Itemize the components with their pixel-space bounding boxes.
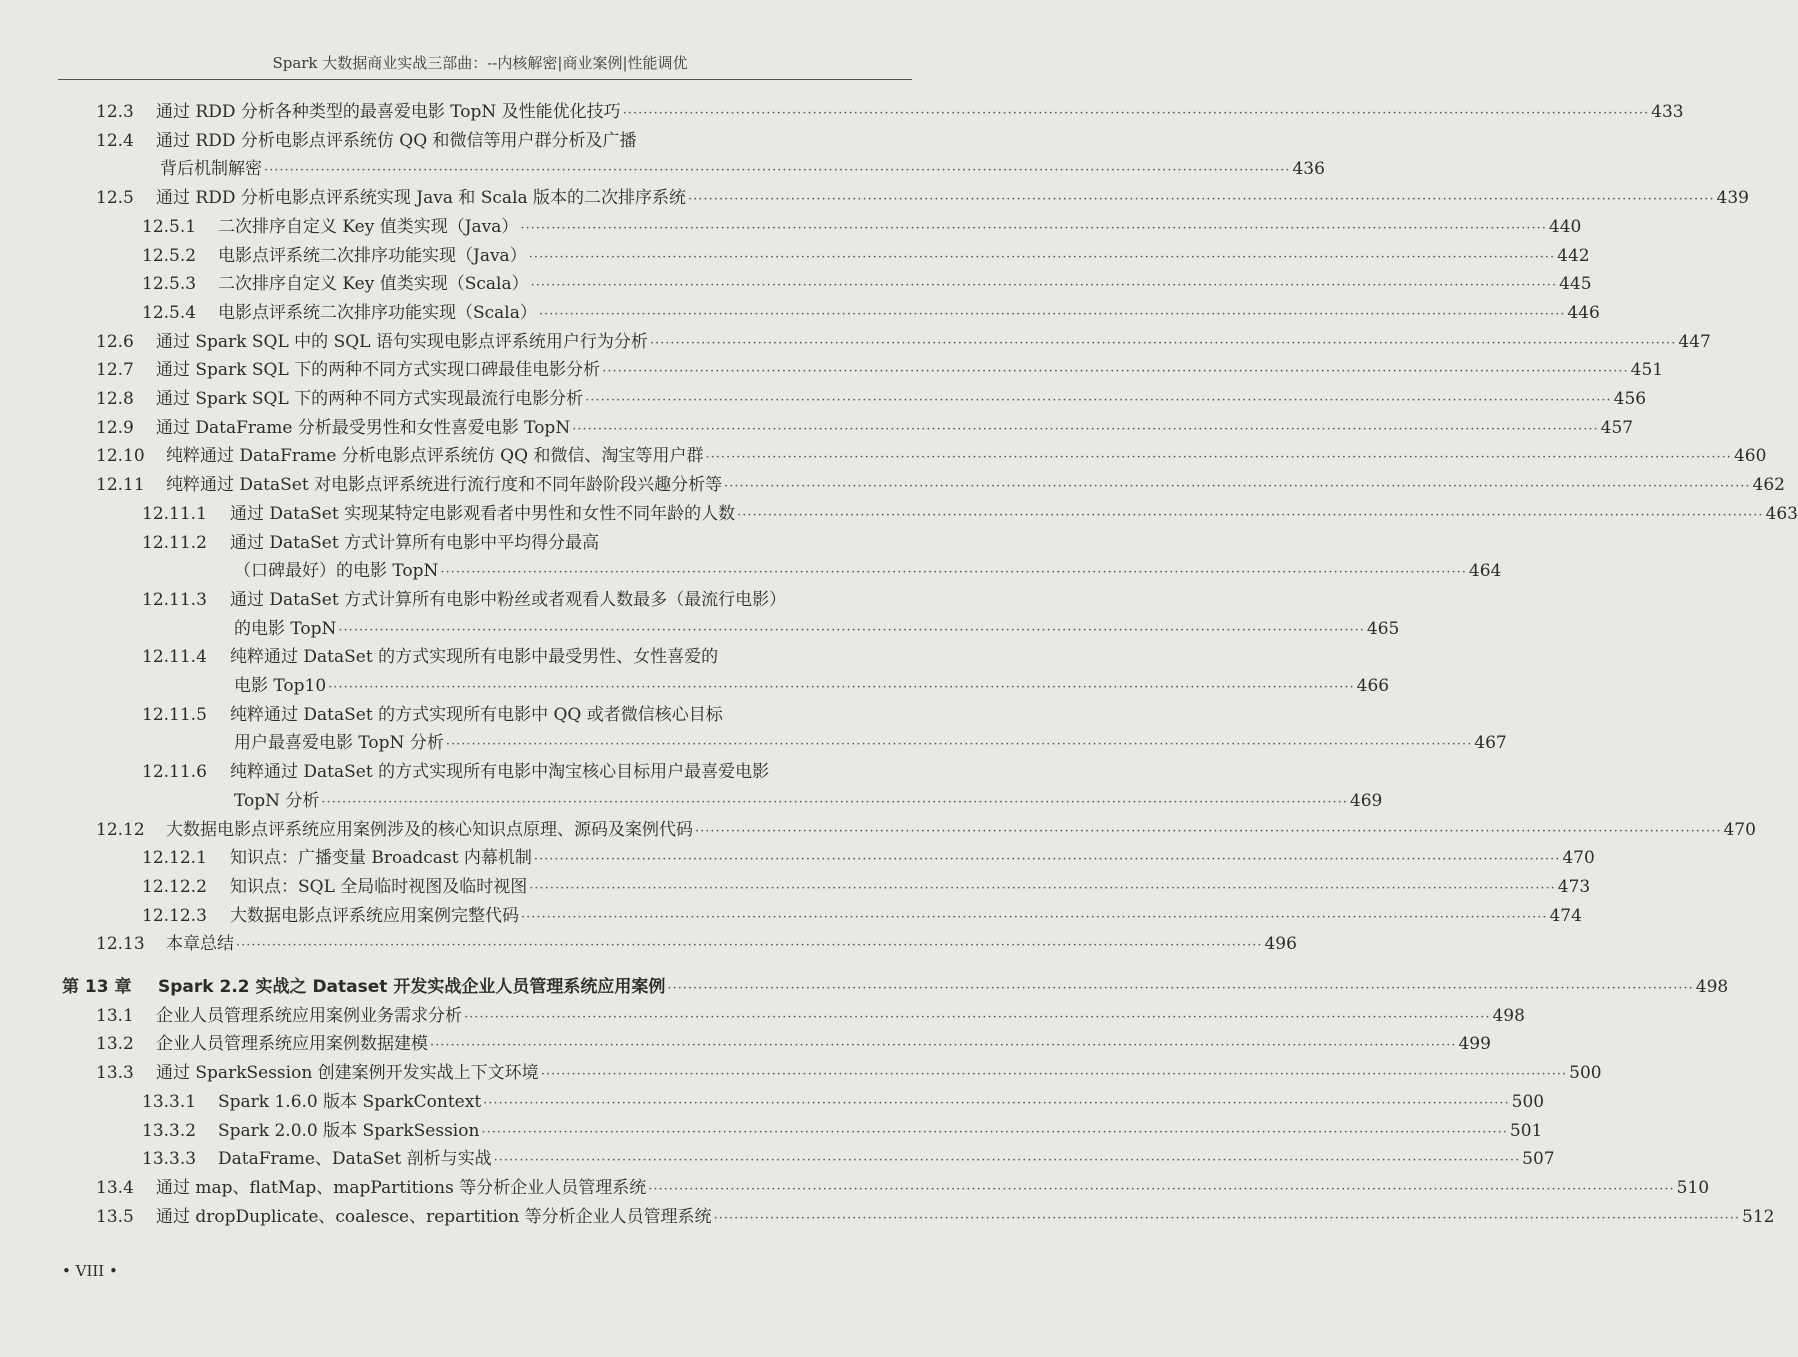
page-number-ref: 469 [1349, 790, 1383, 811]
page-number: • VIII • [62, 1262, 118, 1280]
page-number-ref: 463 [1765, 503, 1798, 524]
toc-entry[interactable] [0, 442, 1767, 470]
section-title: 纯粹通过 DataSet 对电影点评系统进行流行度和不同年龄阶段兴趣分析等 [166, 475, 723, 496]
dot-leader: ········································································································································································································ [648, 1181, 1675, 1197]
toc-entry[interactable] [0, 270, 1592, 298]
header-rule [58, 79, 912, 80]
section-title: 通过 DataSet 方式计算所有电影中平均得分最高 [230, 532, 600, 553]
dot-leader: ········································································································································································································ [667, 981, 1694, 996]
page-number-ref: 460 [1733, 446, 1767, 467]
section-title: 通过 Spark SQL 下的两种不同方式实现口碑最佳电影分析 [156, 360, 601, 381]
section-title: Spark 2.0.0 版本 SparkSession [218, 1120, 480, 1141]
section-title: 用户最喜爱电影 TopN 分析 [234, 733, 444, 754]
toc-entry[interactable] [0, 672, 1390, 700]
page-number-ref: 501 [1509, 1120, 1543, 1141]
section-number: 12.12.3 [142, 905, 207, 926]
page-number-ref: 500 [1511, 1091, 1545, 1112]
dot-leader: ········································································································································································································ [724, 479, 1751, 495]
dot-leader: ········································································································································································································ [529, 880, 1556, 896]
page-number-ref: 457 [1600, 417, 1634, 438]
toc-entry[interactable] [0, 155, 1325, 183]
section-number: 12.12.2 [142, 876, 207, 897]
section-title: 纯粹通过 DataSet 的方式实现所有电影中 QQ 或者微信核心目标 [230, 704, 723, 725]
toc-entry[interactable] [0, 701, 960, 729]
section-number: 12.8 [96, 389, 134, 409]
section-title: 的电影 TopN [234, 618, 337, 639]
section-title: 本章总结 [166, 934, 234, 955]
page-number-ref: 446 [1567, 302, 1600, 323]
toc-entry[interactable] [0, 844, 1595, 872]
toc-entry[interactable] [0, 500, 1798, 528]
section-number: 13.2 [96, 1034, 134, 1055]
section-number: 13.3.1 [142, 1091, 197, 1112]
toc-entry[interactable] [0, 1030, 1491, 1058]
section-title: 通过 RDD 分析电影点评系统实现 Java 和 Scala 版本的二次排序系统 [156, 188, 687, 209]
page-number-ref: 507 [1522, 1149, 1555, 1170]
section-title: 通过 DataSet 方式计算所有电影中粉丝或者观看人数最多（最流行电影） [230, 589, 787, 610]
page-number-ref: 440 [1548, 216, 1582, 237]
dot-leader: ········································································································································································································ [321, 794, 1348, 810]
dot-leader: ········································································································································································································ [533, 852, 1561, 868]
toc-entry[interactable] [0, 1002, 1525, 1030]
section-title: 通过 dropDuplicate、coalesce、repartition 等分析企业人员管理系统 [156, 1206, 712, 1227]
page-number-ref: 447 [1678, 331, 1711, 352]
toc-entry[interactable] [0, 242, 1590, 270]
page-number-ref: 433 [1651, 102, 1684, 122]
toc-entry[interactable] [0, 1145, 1555, 1173]
dot-leader: ········································································································································································································ [540, 1067, 1568, 1083]
page-number-ref: 456 [1613, 389, 1647, 409]
page-number-ref: 470 [1723, 819, 1756, 840]
toc-entry[interactable] [0, 471, 1785, 499]
dot-leader: ········································································································································································································ [695, 823, 1722, 839]
toc-entry[interactable] [0, 1088, 1545, 1116]
toc-entry[interactable] [0, 973, 1729, 1001]
toc-entry[interactable] [0, 873, 1591, 901]
section-title: DataFrame、DataSet 剖析与实战 [218, 1149, 492, 1170]
section-number: 12.12 [96, 819, 145, 840]
dot-leader: ········································································································································································································ [464, 1009, 1491, 1025]
page-number-ref: 442 [1557, 245, 1590, 266]
page-number-ref: 470 [1562, 848, 1595, 869]
toc-entry[interactable] [0, 729, 1507, 757]
toc-entry[interactable] [0, 930, 1297, 958]
toc-entry[interactable] [0, 299, 1600, 327]
section-title: 通过 DataFrame 分析最受男性和女性喜爱电影 TopN [156, 417, 571, 438]
section-title: 纯粹通过 DataSet 的方式实现所有电影中最受男性、女性喜爱的 [230, 647, 719, 668]
dot-leader: ········································································································································································································ [530, 278, 1558, 294]
section-title: 企业人员管理系统应用案例数据建模 [156, 1034, 428, 1055]
page-number-ref: 512 [1742, 1206, 1775, 1227]
toc-entry[interactable] [0, 902, 1582, 930]
toc-entry[interactable] [0, 385, 1647, 413]
section-number: 13.3.3 [142, 1149, 197, 1170]
section-number: 12.10 [96, 446, 145, 467]
toc-entry[interactable] [0, 1203, 1775, 1231]
section-number: 12.4 [96, 130, 134, 151]
dot-leader: ········································································································································································································ [236, 938, 1263, 954]
dot-leader: ········································································································································································································ [713, 1210, 1741, 1226]
dot-leader: ········································································································································································································ [737, 507, 1764, 523]
toc-entry[interactable] [0, 127, 960, 155]
section-number: 12.12.1 [142, 848, 207, 869]
section-title: 二次排序自定义 Key 值类实现（Scala） [218, 274, 529, 295]
section-title: 通过 Spark SQL 下的两种不同方式实现最流行电影分析 [156, 389, 584, 409]
dot-leader: ········································································································································································································ [440, 565, 1467, 581]
page-number-ref: 498 [1695, 977, 1729, 997]
toc-entry[interactable] [0, 328, 1711, 356]
section-title: （口碑最好）的电影 TopN [234, 561, 439, 582]
section-number: 12.7 [96, 360, 134, 381]
section-number: 12.11.6 [142, 762, 207, 783]
page-number-ref: 473 [1557, 876, 1591, 897]
section-title: 知识点：SQL 全局临时视图及临时视图 [230, 876, 528, 897]
toc-entry[interactable] [0, 1059, 1602, 1087]
section-number: 12.11 [96, 475, 145, 496]
section-title: 知识点：广播变量 Broadcast 内幕机制 [230, 848, 532, 869]
section-title: 二次排序自定义 Key 值类实现（Java） [218, 216, 519, 237]
section-title: Spark 2.2 实战之 Dataset 开发实战企业人员管理系统应用案例 [158, 977, 666, 997]
section-number: 第 13 章 [62, 977, 132, 997]
section-title: 纯粹通过 DataFrame 分析电影点评系统仿 QQ 和微信、淘宝等用户群 [166, 446, 704, 467]
dot-leader: ········································································································································································································ [649, 335, 1677, 351]
dot-leader: ········································································································································································································ [481, 1124, 1508, 1140]
dot-leader: ········································································································································································································ [445, 737, 1473, 753]
dot-leader: ········································································································································································································ [602, 364, 1629, 380]
toc-entry[interactable] [0, 1174, 1710, 1202]
page-number-ref: 498 [1492, 1005, 1525, 1026]
toc-entry[interactable] [0, 787, 1383, 815]
dot-leader: ········································································································································································································ [538, 306, 1566, 322]
running-header: Spark 大数据商业实战三部曲：--内核解密|商业案例|性能调优 [272, 54, 688, 72]
section-number: 12.5.1 [142, 216, 197, 237]
section-number: 12.11.3 [142, 589, 207, 610]
dot-leader: ········································································································································································································ [328, 680, 1355, 695]
section-title: TopN 分析 [234, 790, 320, 811]
section-number: 12.5 [96, 188, 134, 209]
page-number-ref: 465 [1366, 618, 1400, 639]
page-number-ref: 496 [1264, 934, 1297, 955]
section-title: 企业人员管理系统应用案例业务需求分析 [156, 1005, 462, 1026]
dot-leader: ········································································································································································································ [338, 622, 1365, 638]
section-number: 13.3.2 [142, 1120, 197, 1141]
toc-entry[interactable] [0, 643, 960, 671]
section-title: 电影点评系统二次排序功能实现（Java） [218, 245, 527, 266]
toc-entry[interactable] [0, 98, 1684, 126]
dot-leader: ········································································································································································································ [493, 1153, 1521, 1169]
toc-entry[interactable] [0, 1117, 1543, 1145]
toc-entry[interactable] [0, 586, 960, 614]
page-number-ref: 436 [1292, 159, 1325, 180]
toc-entry[interactable] [0, 615, 1400, 643]
section-number: 12.11.4 [142, 647, 207, 668]
section-title: 通过 map、flatMap、mapPartitions 等分析企业人员管理系统 [156, 1177, 647, 1198]
page-number-ref: 474 [1549, 905, 1582, 926]
section-title: 通过 RDD 分析各种类型的最喜爱电影 TopN 及性能优化技巧 [156, 102, 621, 122]
section-number: 12.3 [96, 102, 134, 122]
section-title: 电影 Top10 [234, 676, 327, 696]
section-title: 电影点评系统二次排序功能实现（Scala） [218, 302, 537, 323]
dot-leader: ········································································································································································································ [430, 1038, 1457, 1054]
section-title: 通过 RDD 分析电影点评系统仿 QQ 和微信等用户群分析及广播 [156, 130, 637, 151]
page-number-ref: 500 [1569, 1063, 1602, 1084]
dot-leader: ········································································································································································································ [622, 106, 1650, 121]
section-number: 12.5.2 [142, 245, 197, 266]
dot-leader: ········································································································································································································ [483, 1095, 1510, 1111]
section-number: 12.11.1 [142, 503, 207, 524]
page-number-ref: 467 [1474, 733, 1507, 754]
page-number-ref: 462 [1752, 475, 1785, 496]
toc-entry[interactable] [0, 816, 1756, 844]
section-number: 12.9 [96, 417, 134, 438]
dot-leader: ········································································································································································································ [688, 192, 1715, 208]
section-number: 13.3 [96, 1063, 134, 1084]
page-number-ref: 445 [1559, 274, 1592, 295]
section-number: 13.1 [96, 1005, 134, 1026]
toc-entry[interactable] [0, 758, 960, 786]
dot-leader: ········································································································································································································ [572, 421, 1599, 437]
section-title: 大数据电影点评系统应用案例完整代码 [230, 905, 519, 926]
dot-leader: ········································································································································································································ [585, 393, 1612, 408]
page-number-ref: 510 [1676, 1177, 1710, 1198]
page-number-ref: 466 [1356, 676, 1390, 696]
toc-entry[interactable] [0, 557, 1502, 585]
dot-leader: ········································································································································································································ [705, 450, 1732, 466]
section-number: 13.5 [96, 1206, 134, 1227]
page-number-ref: 451 [1630, 360, 1664, 381]
dot-leader: ········································································································································································································ [520, 220, 1547, 236]
toc-entry[interactable] [0, 356, 1664, 384]
toc-entry[interactable] [0, 414, 1634, 442]
section-title: 通过 Spark SQL 中的 SQL 语句实现电影点评系统用户行为分析 [156, 331, 648, 352]
section-number: 12.6 [96, 331, 134, 352]
toc-entry[interactable] [0, 529, 960, 557]
section-number: 12.5.3 [142, 274, 197, 295]
dot-leader: ········································································································································································································ [264, 163, 1291, 179]
section-title: Spark 1.6.0 版本 SparkContext [218, 1091, 482, 1112]
section-number: 12.5.4 [142, 302, 197, 323]
toc-entry[interactable] [0, 184, 1749, 212]
section-number: 12.11.5 [142, 704, 207, 725]
page-number-ref: 499 [1458, 1034, 1491, 1055]
section-title: 背后机制解密 [160, 159, 262, 180]
section-title: 大数据电影点评系统应用案例涉及的核心知识点原理、源码及案例代码 [166, 819, 693, 840]
section-number: 12.11.2 [142, 532, 207, 553]
section-number: 13.4 [96, 1177, 134, 1198]
page-number-ref: 439 [1716, 188, 1749, 209]
dot-leader: ········································································································································································································ [528, 249, 1556, 265]
page-number-ref: 464 [1468, 561, 1502, 582]
section-title: 通过 DataSet 实现某特定电影观看者中男性和女性不同年龄的人数 [230, 503, 736, 524]
section-title: 通过 SparkSession 创建案例开发实战上下文环境 [156, 1063, 539, 1084]
dot-leader: ········································································································································································································ [521, 909, 1548, 925]
section-title: 纯粹通过 DataSet 的方式实现所有电影中淘宝核心目标用户最喜爱电影 [230, 762, 770, 783]
toc-entry[interactable] [0, 213, 1582, 241]
section-number: 12.13 [96, 934, 145, 955]
